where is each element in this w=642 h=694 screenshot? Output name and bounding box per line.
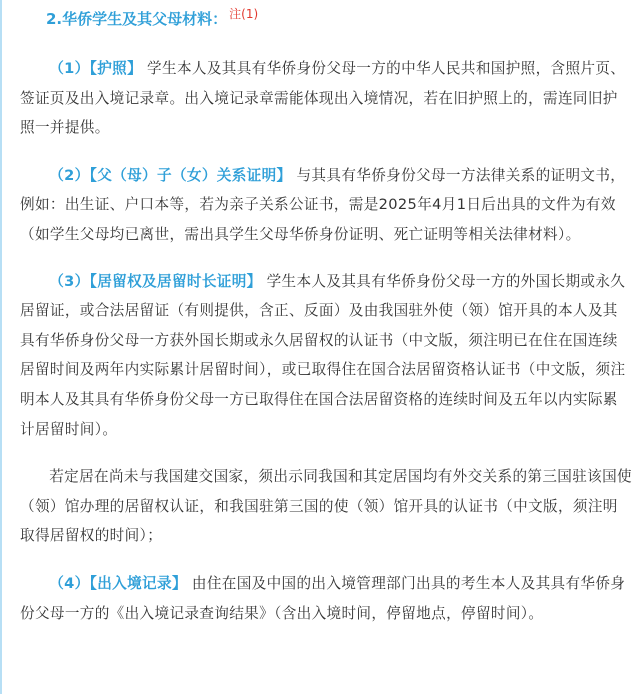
- item-non-diplomatic-note-text: 若定居在尚未与我国建交国家，须出示同我国和其定居国均有外交关系的第三国驻该国使（领）馆办理的居留权认证，和我国驻第三国的使（领）馆开具的认证书（中文版，须注明取得居留权的时间）；: [20, 468, 632, 545]
- item-passport-text: 学生本人及其具有华侨身份父母一方的中华人民共和国护照，含照片页、签证页及出入境记录章。出入境记录章需能体现出入境情况，若在旧护照上的，需连同旧护照一并提供。: [20, 60, 626, 137]
- item-passport-label: （1）【护照】: [49, 60, 143, 77]
- item-relationship-proof-text: 与其具有华侨身份父母一方法律关系的证明文书，例如：出生证、户口本等，若为亲子关系公证书，需是2025年4月1日后出具的文件为有效（如学生父母均已离世，需出具学生父母华侨身份证明、死亡证明等相关法律材料）。: [20, 166, 626, 243]
- section-heading: [46, 4, 632, 34]
- item-residence-proof: [20, 267, 632, 445]
- item-relationship-proof: [20, 161, 632, 250]
- item-entry-exit-record-text: 由住在国及中国的出入境管理部门出具的考生本人及其具有华侨身份父母一方的《出入境记录查询结果》（含出入境时间，停留地点，停留时间）。: [20, 574, 626, 622]
- item-entry-exit-record: [20, 569, 632, 628]
- left-border-rule: [0, 0, 2, 694]
- section-title: 2.华侨学生及其父母材料：: [46, 10, 228, 28]
- item-relationship-proof-label: （2）【父（母）子（女）关系证明】: [49, 166, 292, 184]
- item-non-diplomatic-note: [20, 462, 632, 551]
- document-body: [20, 4, 632, 628]
- item-passport: [20, 54, 632, 143]
- item-entry-exit-record-label: （4）【出入境记录】: [49, 574, 187, 592]
- footnote-marker[interactable]: 注(1): [229, 7, 259, 21]
- item-residence-proof-label: （3）【居留权及居留时长证明】: [49, 272, 262, 290]
- item-residence-proof-text: 学生本人及其具有华侨身份父母一方的外国长期或永久居留证，或合法居留证（有则提供，含正、反面）及由我国驻外使（领）馆开具的本人及其具有华侨身份父母一方获外国长期或永久居留权的认证书（中文版，须注明已在住在国连续居留时间及两年内实际累计居留时间），或已取得住在国合法居留资格认证书（中文版，须注明本人及其具有华侨身份父母一方已取得住在国合法居留资格的连续时间及五年以内实际累计居留时间）。: [20, 272, 626, 438]
